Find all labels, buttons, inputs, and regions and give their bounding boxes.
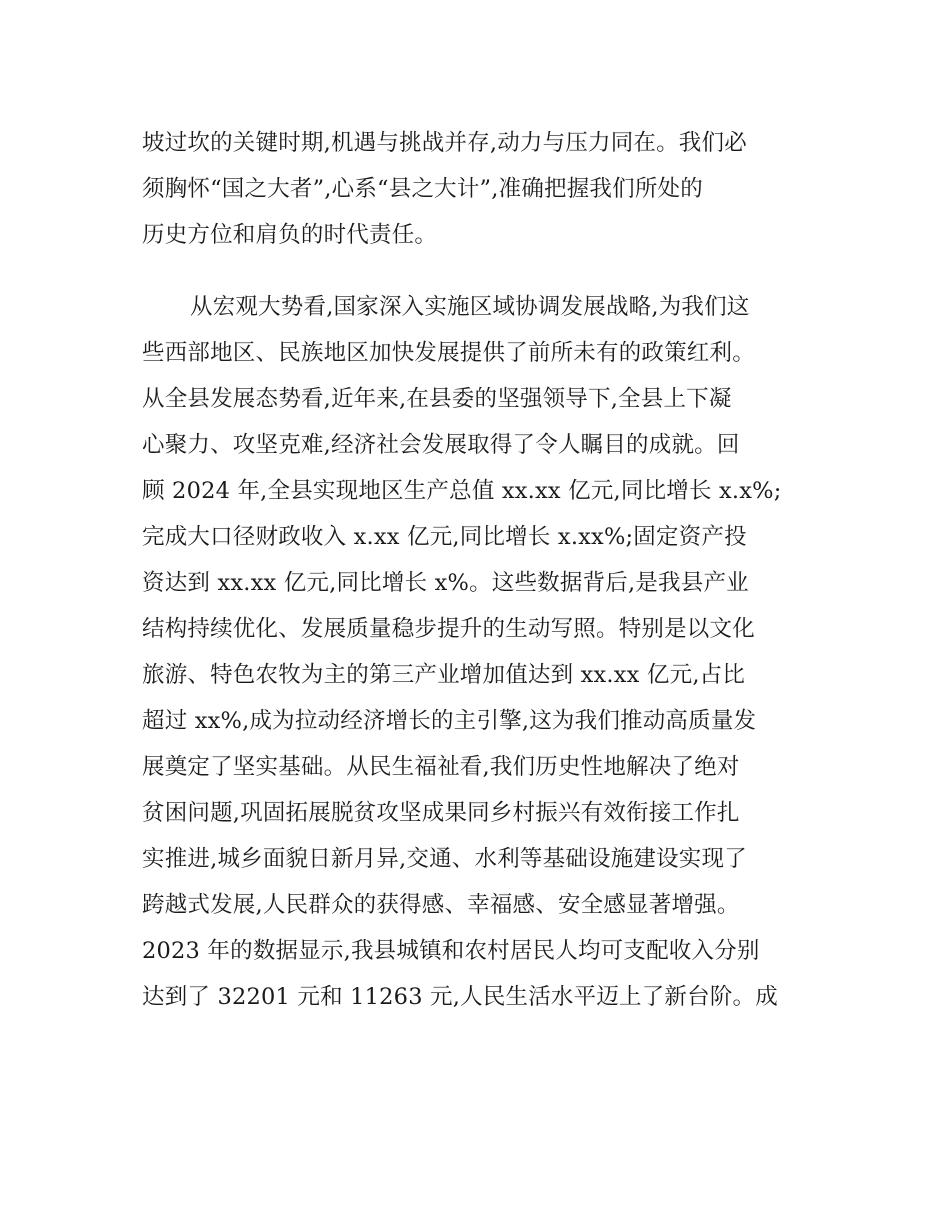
- paragraph-line: 跨越式发展,人民群众的获得感、幸福感、安全感显著增强。: [142, 892, 740, 918]
- paragraph-line: 旅游、特色农牧为主的第三产业增加值达到 xx.xx 亿元,占比: [142, 662, 746, 688]
- paragraph-line: 实推进,城乡面貌日新月异,交通、水利等基础设施建设实现了: [142, 846, 747, 872]
- paragraph-line: [142, 1020, 812, 1066]
- paragraph-line: 从全县发展态势看,近年来,在县委的坚强领导下,全县上下凝: [142, 386, 732, 412]
- paragraph-line: 资达到 xx.xx 亿元,同比增长 x%。这些数据背后,是我县产业: [142, 570, 749, 596]
- paragraph-line: 心聚力、攻坚克难,经济社会发展取得了令人瞩目的成就。回: [142, 432, 740, 458]
- paragraph-line: 展奠定了坚实基础。从民生福祉看,我们历史性地解决了绝对: [142, 754, 740, 780]
- paragraph-line: 坡过坎的关键时期,机遇与挑战并存,动力与压力同在。我们必: [142, 130, 747, 156]
- paragraph-line: 从宏观大势看,国家深入实施区域协调发展战略,为我们这: [190, 294, 750, 320]
- paragraph-line: 2023 年的数据显示,我县城镇和农村居民人均可支配收入分别: [142, 938, 760, 964]
- paragraph-line: 历史方位和肩负的时代责任。: [142, 222, 438, 248]
- paragraph-2: [142, 284, 812, 1066]
- paragraph-line: 顾 2024 年,全县实现地区生产总值 xx.xx 亿元,同比增长 x.x%;: [142, 478, 782, 504]
- paragraph-line: 些西部地区、民族地区加快发展提供了前所未有的政策红利。: [142, 340, 755, 366]
- paragraph-1: [142, 120, 812, 258]
- paragraph-line: 贫困问题,巩固拓展脱贫攻坚成果同乡村振兴有效衔接工作扎: [142, 800, 740, 826]
- paragraph-line: 达到了 32201 元和 11263 元,人民生活水平迈上了新台阶。成: [142, 984, 778, 1010]
- paragraph-line: 完成大口径财政收入 x.xx 亿元,同比增长 x.xx%;固定资产投: [142, 524, 747, 550]
- paragraph-line: 须胸怀“国之大者”,心系“县之大计”,准确把握我们所处的: [142, 176, 703, 202]
- paragraph-line: 结构持续优化、发展质量稳步提升的生动写照。特别是以文化: [142, 616, 755, 642]
- paragraph-line: 超过 xx%,成为拉动经济增长的主引擎,这为我们推动高质量发: [142, 708, 757, 734]
